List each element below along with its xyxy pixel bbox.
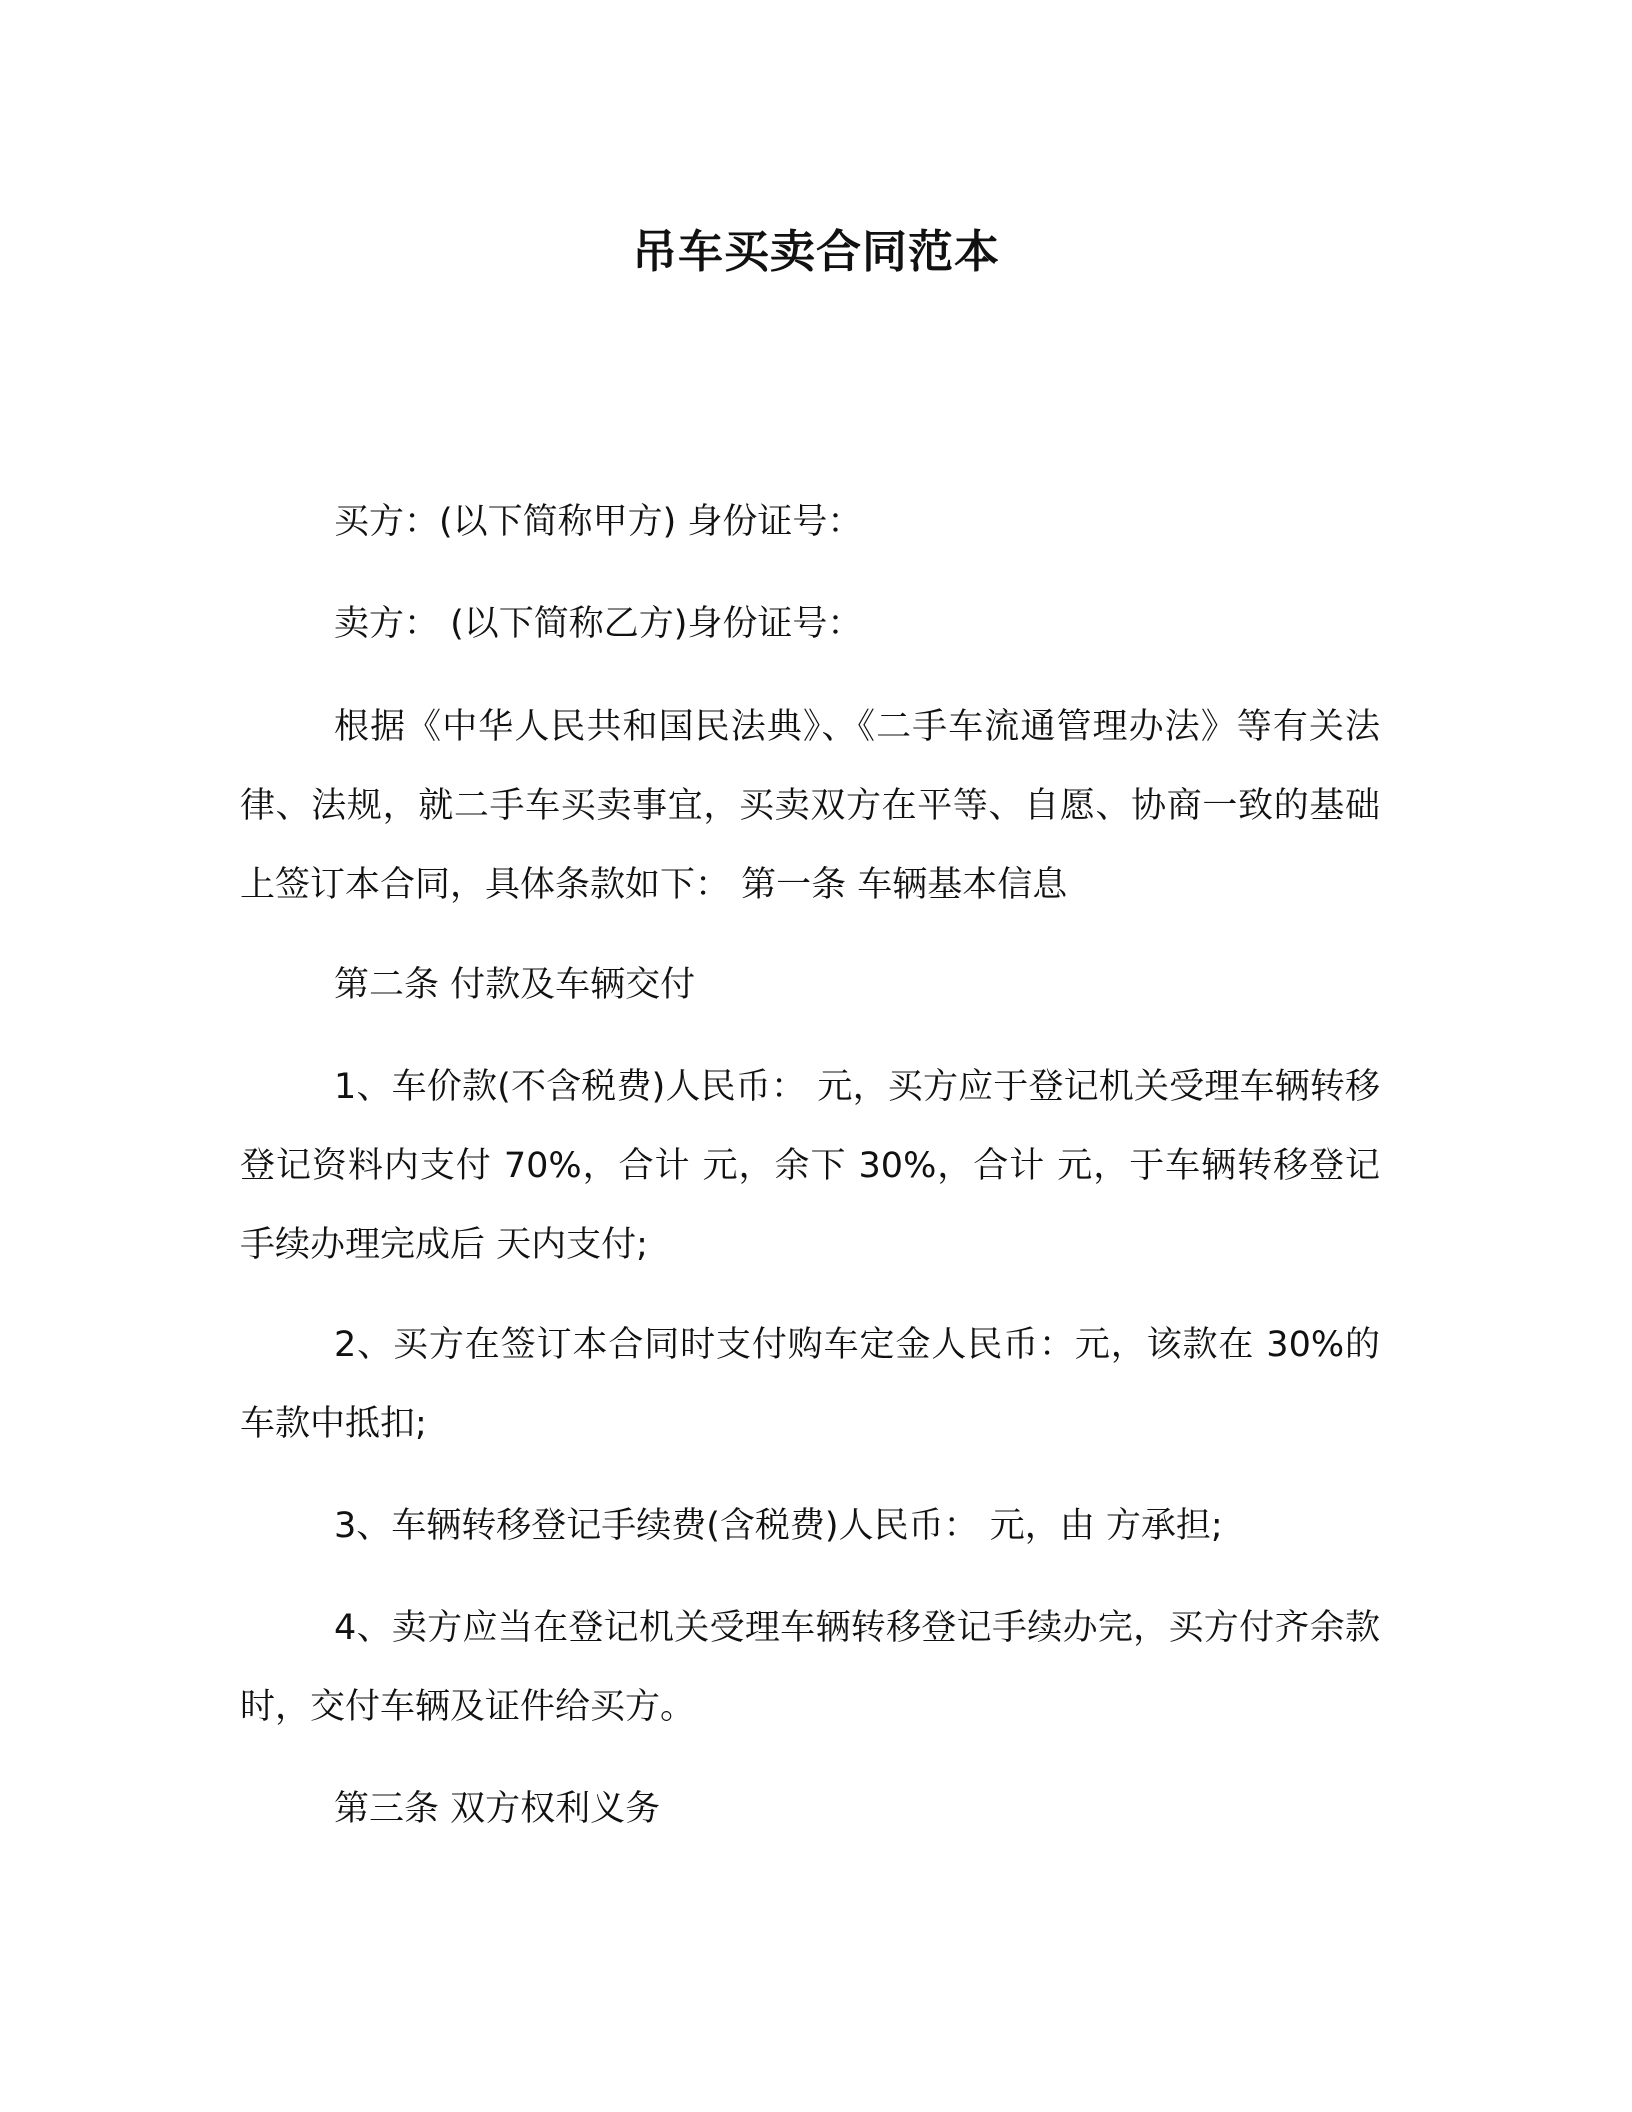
clause-3-paragraph: 3、车辆转移登记手续费(含税费)人民币： 元，由 方承担;	[334, 1506, 1223, 1546]
document-title: 吊车买卖合同范本	[631, 225, 1000, 278]
preamble-paragraph: 根据《中华人民共和国民法典》、《二手车流通管理办法》等有关法律、法规，就二手车买卖事宜，买卖双方在平等、自愿、协商一致的基础上签订本合同，具体条款如下： 第一条 车辆基本信息	[240, 707, 1380, 905]
article-two-heading: 第二条 付款及车辆交付	[334, 965, 696, 1005]
clause-4-paragraph: 4、卖方应当在登记机关受理车辆转移登记手续办完，买方付齐余款时，交付车辆及证件给买方。	[240, 1608, 1380, 1727]
buyer-line: 买方：(以下简称甲方) 身份证号：	[334, 502, 863, 542]
article-three-heading: 第三条 双方权利义务	[334, 1789, 661, 1829]
clause-2-paragraph: 2、买方在签订本合同时支付购车定金人民币：元，该款在 30%的车款中抵扣;	[240, 1325, 1380, 1444]
clause-1-paragraph: 1、车价款(不含税费)人民币： 元，买方应于登记机关受理车辆转移登记资料内支付 70%，合计 元，余下 30%，合计 元，于车辆转移登记手续办理完成后 天内支付;	[240, 1067, 1380, 1265]
seller-line: 卖方： (以下简称乙方)身份证号：	[334, 604, 863, 644]
